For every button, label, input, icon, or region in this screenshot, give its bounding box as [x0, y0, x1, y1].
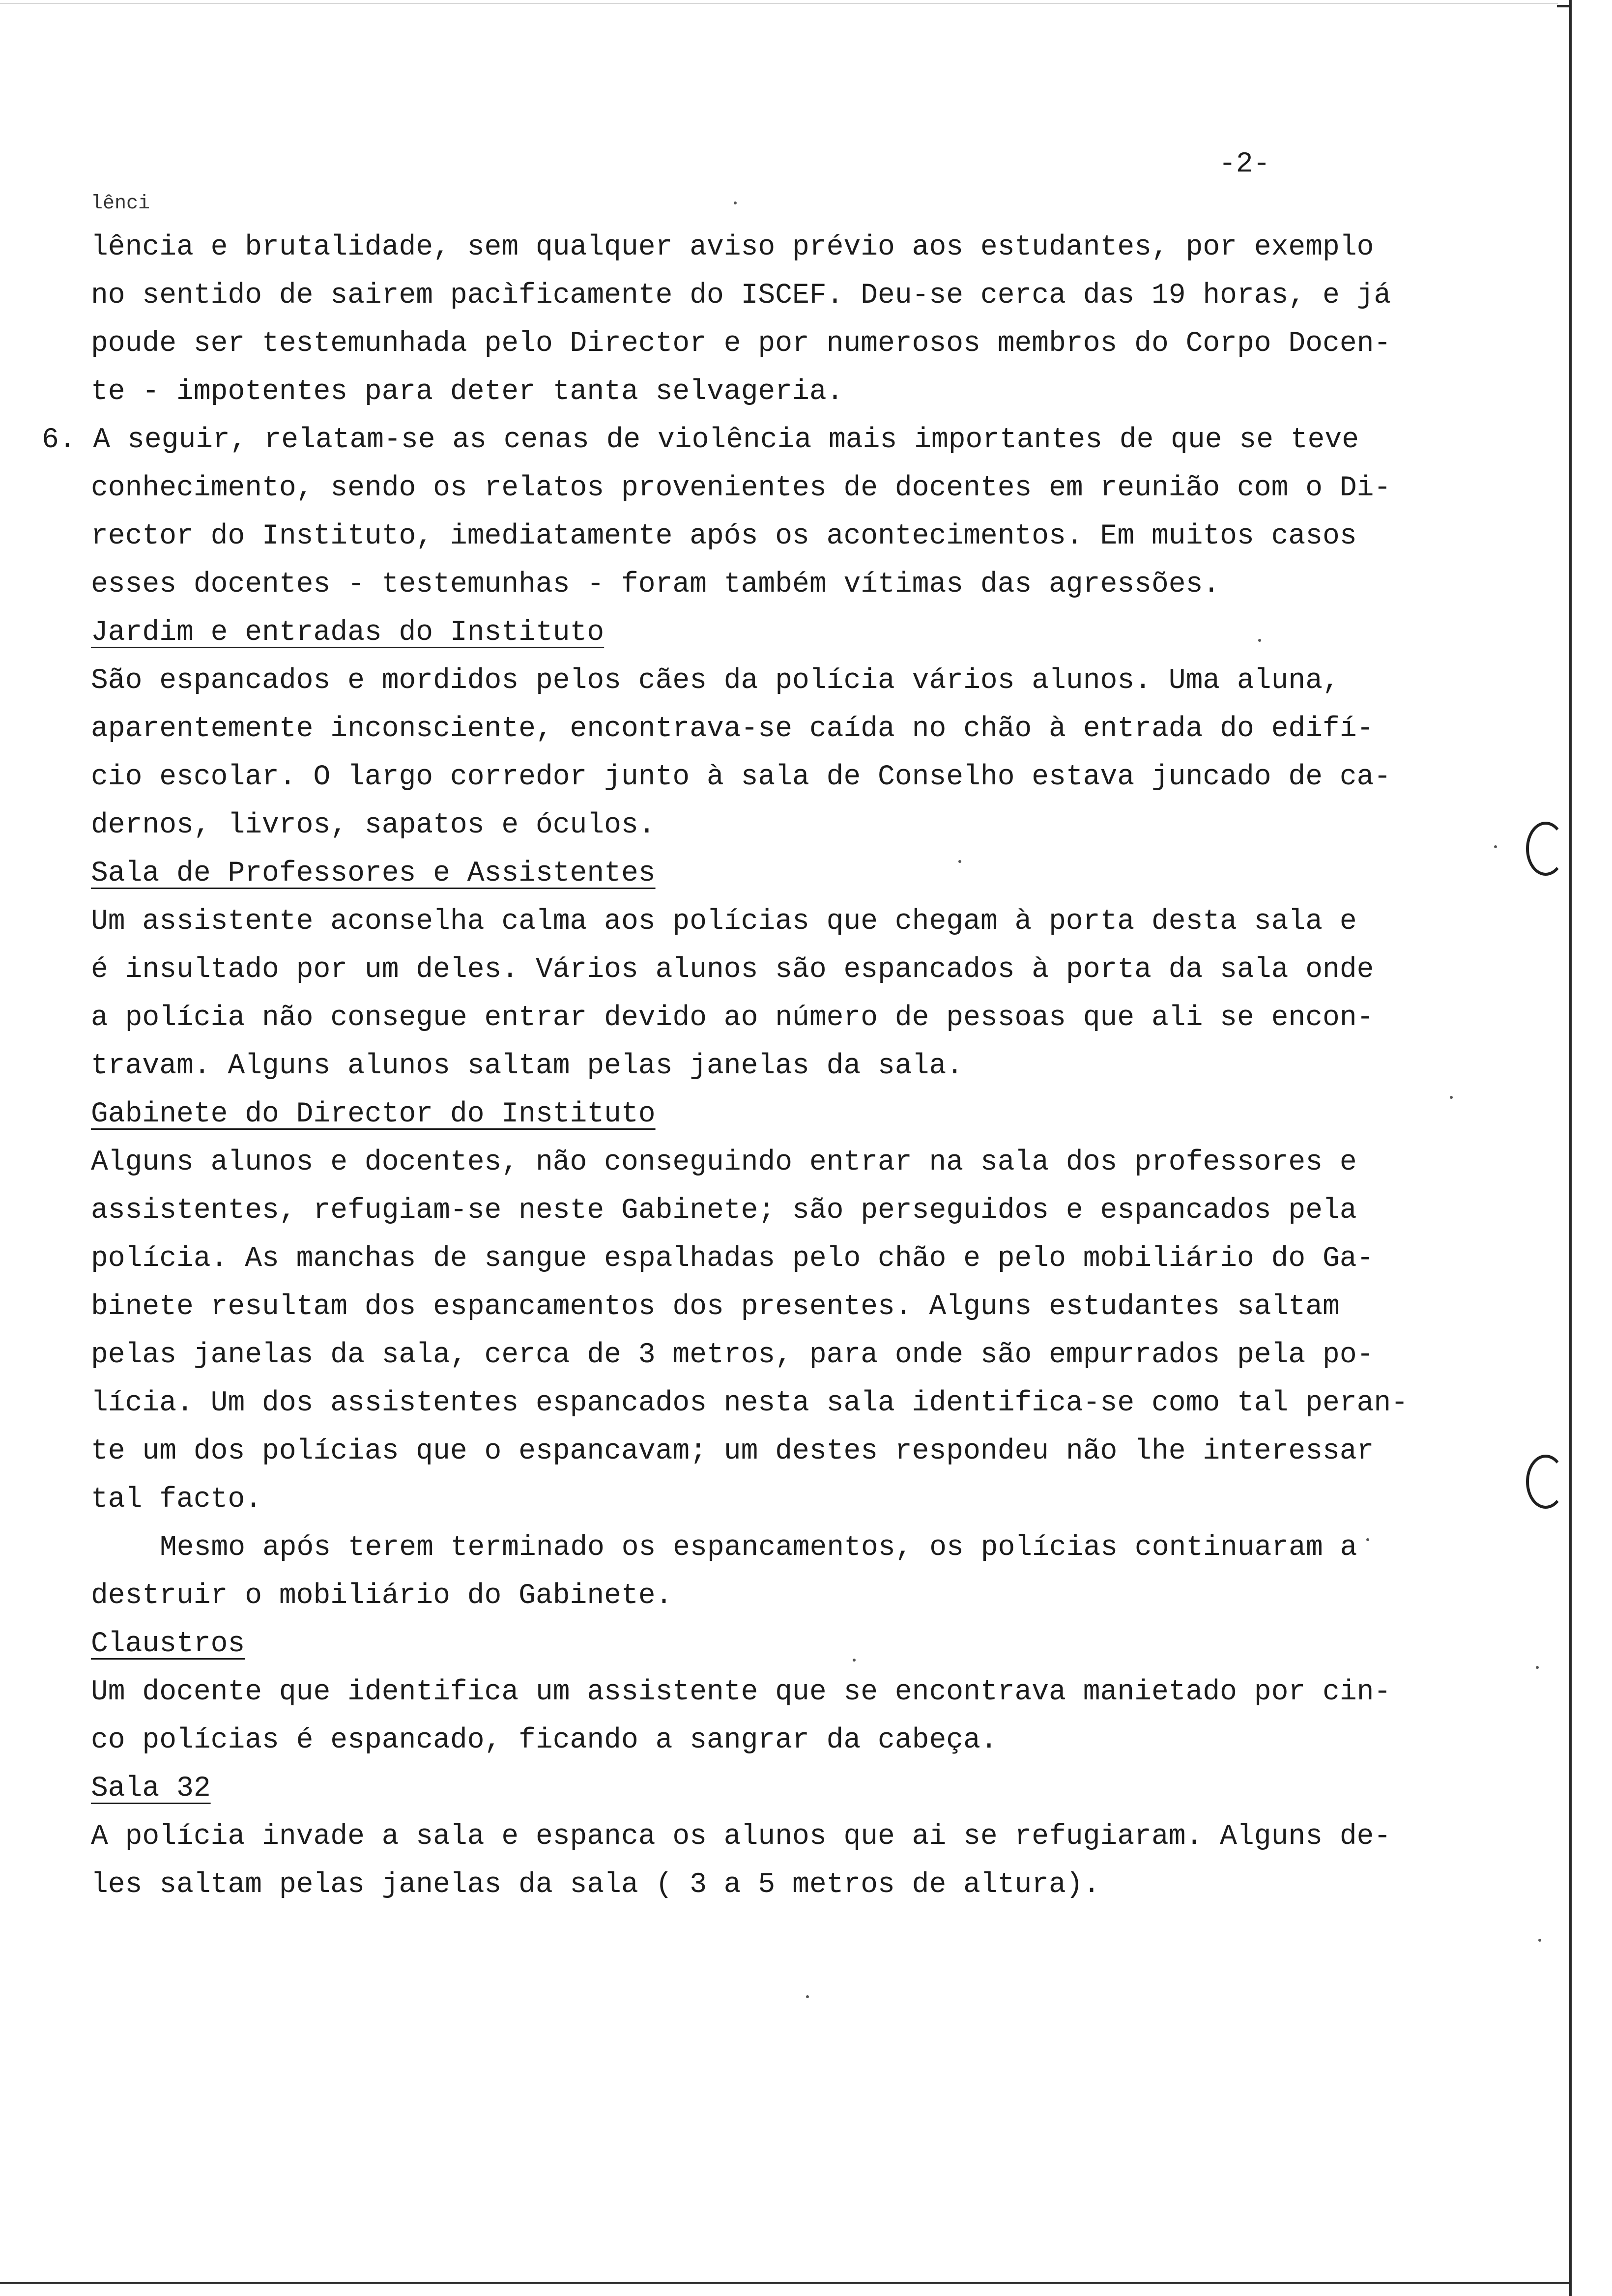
section-heading: Sala 32	[91, 1773, 211, 1805]
scan-speck	[1538, 1939, 1541, 1942]
numbered-paragraph-6	[42, 416, 1477, 609]
text-line: destruir o mobiliário do Gabinete.	[91, 1580, 673, 1612]
section-jardim	[91, 609, 1477, 850]
section-claustros	[91, 1620, 1477, 1765]
text-line: polícia. As manchas de sangue espalhadas pelo chão e pelo mobiliário do Ga-	[91, 1243, 1374, 1275]
section-sala-professores	[91, 850, 1477, 1091]
text-line: travam. Alguns alunos saltam pelas janelas da sala.	[91, 1050, 964, 1082]
text-line: dernos, livros, sapatos e óculos.	[91, 809, 656, 841]
scan-speck	[1536, 1666, 1539, 1669]
text-line: pelas janelas da sala, cerca de 3 metros, para onde são empurrados pela po-	[91, 1339, 1374, 1371]
text-line: te um dos polícias que o espancavam; um destes respondeu não lhe interessar	[91, 1435, 1374, 1467]
text-line: esses docentes - testemunhas - foram também vítimas das agressões.	[91, 569, 1220, 601]
section-heading: Jardim e entradas do Instituto	[91, 617, 604, 649]
scan-edge-top	[0, 3, 1558, 4]
scan-speck	[734, 201, 737, 204]
text-line: te - impotentes para deter tanta selvageria.	[91, 376, 844, 408]
text-line: cio escolar. O largo corredor junto à sala de Conselho estava juncado de ca-	[91, 761, 1391, 793]
text-line: Mesmo após terem terminado os espancamentos, os polícias continuaram a	[160, 1532, 1357, 1564]
text-line: tal facto.	[91, 1484, 262, 1516]
binder-hole-lower	[1526, 1455, 1565, 1509]
text-line: Um docente que identifica um assistente que se encontrava manietado por cin-	[91, 1676, 1391, 1708]
text-line: poude ser testemunhada pelo Director e por numerosos membros do Corpo Docen-	[91, 328, 1391, 360]
section-gabinete	[91, 1091, 1477, 1620]
text-line: A polícia invade a sala e espanca os alunos que ai se refugiaram. Alguns de-	[91, 1821, 1391, 1853]
document-body	[42, 224, 1477, 1909]
scan-speck	[806, 1995, 809, 1998]
section-heading: Gabinete do Director do Instituto	[91, 1098, 656, 1130]
text-line: a polícia não consegue entrar devido ao número de pessoas que ali se encon-	[91, 1002, 1374, 1034]
page-number: -2-	[1219, 148, 1270, 180]
text-line: lência e brutalidade, sem qualquer aviso prévio aos estudantes, por exemplo	[91, 231, 1374, 263]
text-line: les saltam pelas janelas da sala ( 3 a 5 metros de altura).	[91, 1869, 1100, 1901]
text-line: rector do Instituto, imediatamente após os acontecimentos. Em muitos casos	[91, 520, 1357, 552]
text-line: 6. A seguir, relatam-se as cenas de violência mais importantes de que se teve	[42, 424, 1359, 456]
text-line: conhecimento, sendo os relatos provenientes de docentes em reunião com o Di-	[91, 472, 1391, 504]
text-line: no sentido de sairem pacìficamente do ISCEF. Deu-se cerca das 19 horas, e já	[91, 280, 1391, 312]
text-line: Alguns alunos e docentes, não conseguindo entrar na sala dos professores e	[91, 1147, 1357, 1178]
text-line: co polícias é espancado, ficando a sangrar da cabeça.	[91, 1724, 998, 1756]
paragraph-continuation	[91, 224, 1477, 416]
text-line: assistentes, refugiam-se neste Gabinete; são perseguidos e espancados pela	[91, 1195, 1357, 1227]
binder-hole-upper	[1526, 822, 1565, 876]
text-line: é insultado por um deles. Vários alunos são espancados à porta da sala onde	[91, 954, 1374, 986]
section-sala-32	[91, 1765, 1477, 1909]
scan-speck	[1494, 845, 1497, 848]
text-line: Um assistente aconselha calma aos polícias que chegam à porta desta sala e	[91, 906, 1357, 938]
text-line: aparentemente inconsciente, encontrava-se caída no chão à entrada do edifí-	[91, 713, 1374, 745]
scan-edge-mark	[1557, 5, 1572, 7]
scan-edge-right	[1569, 0, 1572, 2296]
text-line: São espancados e mordidos pelos cães da polícia vários alunos. Uma aluna,	[91, 665, 1340, 697]
scan-edge-bottom	[0, 2282, 1572, 2284]
section-heading: Claustros	[91, 1628, 245, 1660]
cut-off-line-fragment: lênci	[91, 193, 150, 215]
text-line: binete resultam dos espancamentos dos presentes. Alguns estudantes saltam	[91, 1291, 1340, 1323]
section-heading: Sala de Professores e Assistentes	[91, 858, 656, 890]
text-line: lícia. Um dos assistentes espancados nesta sala identifica-se como tal peran-	[91, 1387, 1409, 1419]
